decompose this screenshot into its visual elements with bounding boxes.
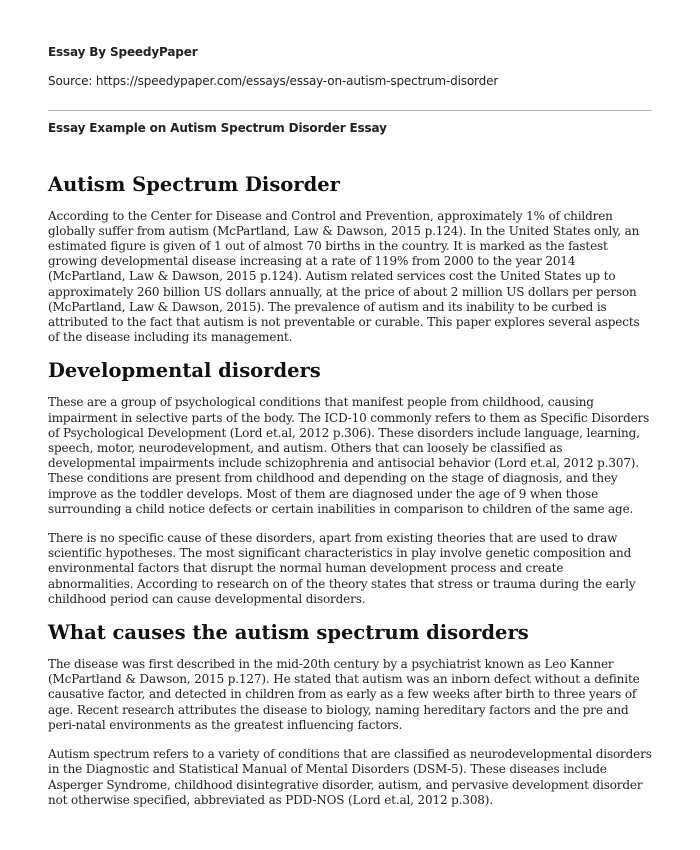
- developmental-paragraph-2: There is no specific cause of these disorders, apart from existing theories that are used to draw scientific hypotheses. The most significant characteristics in play involve genetic composition and environmental factors that disrupt the normal human development process and create abnormalities. According to research on of the theory states that stress or trauma during the early childhood period can cause developmental disorders.: [48, 531, 636, 606]
- article-body: [0, 173, 700, 808]
- developmental-paragraph-1: These are a group of psychological conditions that manifest people from childhood, causing impairment in selective parts of the body. The ICD-10 commonly refers to them as Specific Disorders of Psychological Development (Lord et.al, 2012 p.306). These disorders include language, learning, speech, motor, neurodevelopment, and autism. Others that can loosely be classified as developmental impairments include schizophrenia and antisocial behavior (Lord et.al, 2012 p.307). These conditions are present from childhood and depending on the stage of diagnosis, and they improve as the toddler develops. Most of them are diagnosed under the age of 9 when those surrounding a child notice defects or certain inabilities in comparison to children of the same age.: [48, 395, 650, 516]
- essay-example-title: Essay Example on Autism Spectrum Disorder Essay: [48, 121, 387, 136]
- brand-line: Essay By SpeedyPaper: [48, 45, 198, 59]
- section-heading-developmental-disorders: Developmental disorders: [48, 359, 321, 383]
- causes-paragraph-1: The disease was first described in the mid-20th century by a psychiatrist known as Leo Kanner (McPartland & Dawson, 2015 p.127). He stated that autism was an inborn defect without a definite causative factor, and detected in children from as early as a few weeks after birth to three years of age. Recent research attributes the disease to biology, naming hereditary factors and the pre and peri-natal environments as the greatest influencing factors.: [48, 657, 640, 732]
- section-heading-causes: What causes the autism spectrum disorders: [48, 621, 529, 645]
- source-line: Source: https://speedypaper.com/essays/essay-on-autism-spectrum-disorder: [48, 74, 499, 89]
- document-header: [0, 0, 700, 89]
- article-title: Autism Spectrum Disorder: [48, 172, 340, 196]
- causes-paragraph-2: Autism spectrum refers to a variety of conditions that are classified as neurodevelopmental disorders in the Diagnostic and Statistical Manual of Mental Disorders (DSM-5). These diseases include Asperger Syndrome, childhood disintegrative disorder, autism, and pervasive development disorder not otherwise specified, abbreviated as PDD-NOS (Lord et.al, 2012 p.308).: [48, 747, 652, 807]
- header-divider: [48, 110, 652, 111]
- intro-paragraph: According to the Center for Disease and Control and Prevention, approximately 1% of children globally suffer from autism (McPartland, Law & Dawson, 2015 p.124). In the United States only, an estimated figure is given of 1 out of almost 70 births in the country. It is marked as the fastest growing developmental disease increasing at a rate of 119% from 2000 to the year 2014 (McPartland, Law & Dawson, 2015 p.124). Autism related services cost the United States up to approximately 260 billion US dollars annually, at the price of about 2 million US dollars per person (McPartland, Law & Dawson, 2015). The prevalence of autism and its inability to be curbed is attributed to the fact that autism is not preventable or curable. This paper explores several aspects of the disease including its management.: [48, 208, 640, 345]
